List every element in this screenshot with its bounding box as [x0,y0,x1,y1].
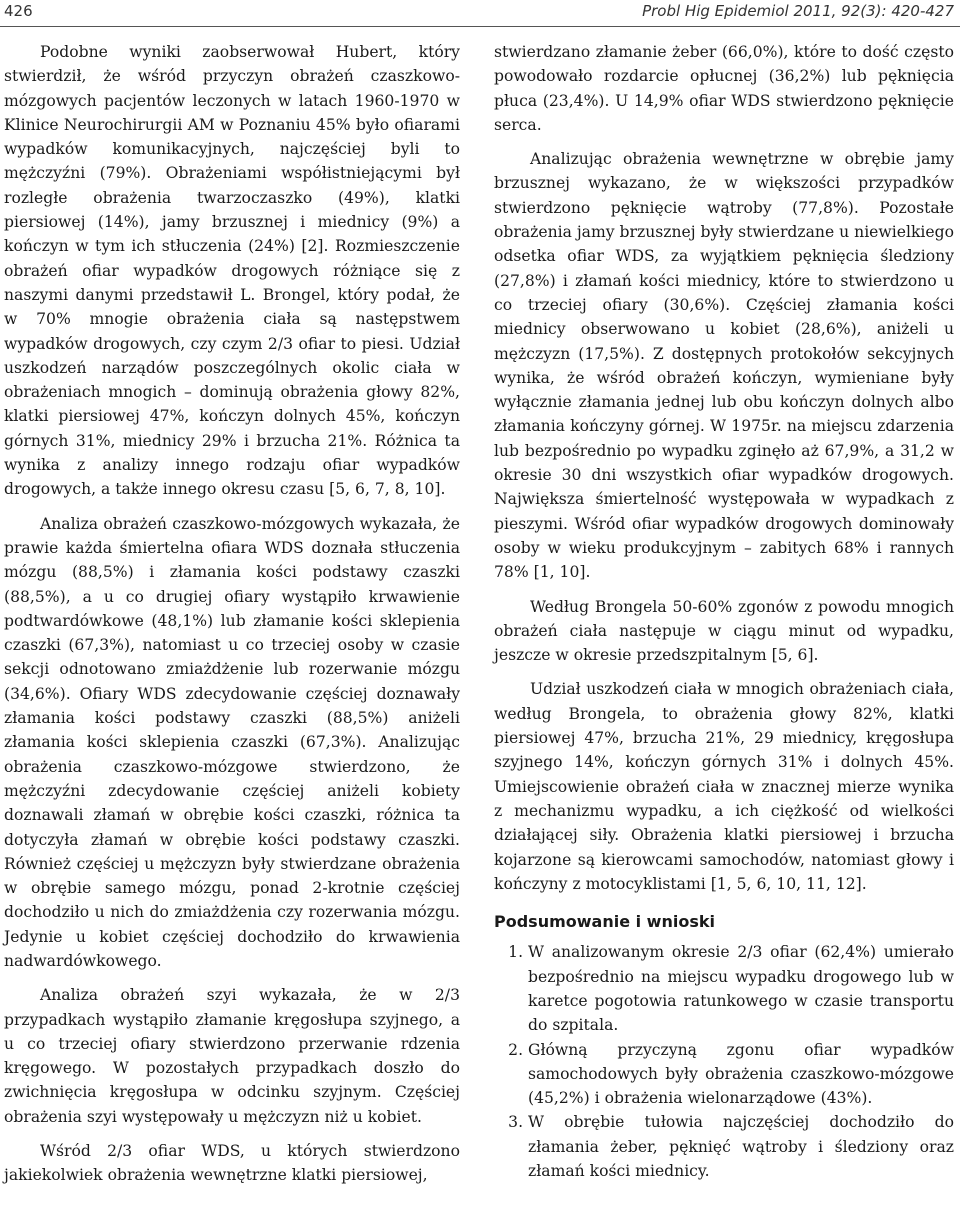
paragraph: Podobne wyniki zaobserwował Hubert, który stwierdził, że wśród przyczyn obrażeń czaszkowo-mózgowych pacjentów leczonych w latach 1960-1970 w Klinice Neurochirurgii AM w Poznaniu 45% było ofiarami wypadków komunikacyjnych, najczęściej byli to mężczyźni (79%). Obrażeniami współistniejącymi był rozległe obrażenia twarzoczaszko (49%), klatki piersiowej (14%), jamy brzusznej i miednicy (9%) a kończyn w tym ich stłuczenia (24%) [2]. Rozmieszczenie obrażeń ofiar wypadków drogowych różniące się z naszymi danymi przedstawił L. Brongel, który podał, że w 70% mnogie obrażenia ciała są następstwem wypadków drogowych, czy czym 2/3 ofiar to piesi. Udział uszkodzeń narządów poszczególnych okolic ciała w obrażeniach mnogich – dominują obrażenia głowy 82%, klatki piersiowej 47%, kończyn dolnych 45%, kończyn górnych 31%, miednicy 29% i brzucha 21%. Różnica ta wynika z analizy innego rodzaju ofiar wypadków drogowych, a także innego okresu czasu [5, 6, 7, 8, 10]. [4,43,460,499]
paragraph: Wśród 2/3 ofiar WDS, u których stwierdzono jakiekolwiek obrażenia wewnętrzne klatki piersiowej, [4,1142,460,1185]
list-item: 1. W analizowanym okresie 2/3 ofiar (62,4%) umierało bezpośrednio na miejscu wypadku drogowego lub w karetce pogotowia ratunkowego w czasie transportu do szpitala. [528,940,954,1037]
paragraph: Udział uszkodzeń ciała w mnogich obrażeniach ciała, według Brongela, to obrażenia głowy 82%, klatki piersiowej 47%, brzucha 21%, 29 miednicy, kręgosłupa szyjnego 14%, kończyn górnych 31% i dolnych 45%. Umiejscowienie obrażeń ciała w znacznej mierze wynika z mechanizmu wypadku, a ich ciężkość od wielkości działającej siły. Obrażenia klatki piersiowej i brzucha kojarzone są kierowcami samochodów, natomiast głowy i kończyny z motocyklistami [1, 5, 6, 10, 11, 12]. [494,680,954,893]
right-column [494,40,954,1183]
paragraph: stwierdzano złamanie żeber (66,0%), które to dość często powodowało rozdarcie opłucnej (36,2%) lub pęknięcia płuca (23,4%). U 14,9% ofiar WDS stwierdzono pęknięcie serca. [494,43,954,134]
paragraph: Analiza obrażeń szyi wykazała, że w 2/3 przypadkach wystąpiło złamanie kręgosłupa szyjnego, a u co trzeciej ofiary stwierdzono przerwanie rdzenia kręgowego. W pozostałych przypadkach doszło do zwichnięcia kręgosłupa w odcinku szyjnym. Częściej obrażenia szyi występowały u mężczyzn niż u kobiet. [4,986,460,1126]
header-rule [0,26,960,27]
paragraph: Według Brongela 50-60% zgonów z powodu mnogich obrażeń ciała następuje w ciągu minut od wypadku, jeszcze w okresie przedszpitalnym [5, 6]. [494,597,954,665]
page-header [0,0,960,24]
left-column [4,40,460,1198]
list-item: 2. Główną przyczyną zgonu ofiar wypadków samochodowych były obrażenia czaszkowo-mózgowe (45,2%) i obrażenia wielonarządowe (43%). [528,1038,954,1111]
list-item: 3. W obrębie tułowia najczęściej dochodziło do złamania żeber, pęknięć wątroby i śledziony oraz złamań kości miednicy. [528,1110,954,1183]
paragraph: Analiza obrażeń czaszkowo-mózgowych wykazała, że prawie każda śmiertelna ofiara WDS doznała stłuczenia mózgu (88,5%) i złamania kości podstawy czaszki (88,5%), a u co drugiej ofiary wystąpiło krwawienie podtwardówkowe (48,1%) lub złamanie kości sklepienia czaszki (67,3%), natomiast u co trzeciej osoby w czasie sekcji odnotowano zmiażdżenie lub rozerwanie mózgu (34,6%). Ofiary WDS zdecydowanie częściej doznawały złamania kości podstawy czaszki (88,5%) aniżeli złamania kości sklepienia czaszki (67,3%). Analizując obrażenia czaszkowo-mózgowe stwierdzono, że mężczyźni zdecydowanie częściej aniżeli kobiety doznawali złamań w obrębie kości czaszki, różnica ta dotyczyła złamań w obrębie kości podstawy czaszki. Również częściej u mężczyzn były stwierdzane obrażenia w obrębie samego mózgu, ponad 2-krotnie częściej dochodziło u nich do zmiażdżenia czy rozerwania mózgu. Jedynie u kobiet częściej dochodziło do krwawienia nadwardówkowego. [4,514,460,970]
section-title: Podsumowanie i wnioski [494,912,715,932]
conclusions-list [494,940,954,1183]
journal-citation: Probl Hig Epidemiol 2011, 92(3): 420-427 [642,2,954,20]
paragraph: Analizując obrażenia wewnętrzne w obrębie jamy brzusznej wykazano, że w większości przypadków stwierdzono pęknięcie wątroby (77,8%). Pozostałe obrażenia jamy brzusznej były stwierdzane u niewielkiego odsetka ofiar WDS, za wyjątkiem pęknięcia śledziony (27,8%) i złamań kości miednicy, które to stwierdzono u co trzeciej ofiary (30,6%). Częściej złamania kości miednicy obserwowano u kobiet (28,6%), aniżeli u mężczyzn (17,5%). Z dostępnych protokołów sekcyjnych wynika, że wśród obrażeń kończyn, wymieniane były wyłącznie złamania jednej lub obu kończyn dolnych albo złamania kończyny górnej. W 1975r. na miejscu zdarzenia lub bezpośrednio po wypadku zginęło aż 67,9%, a 31,2 w okresie 30 dni wszystkich ofiar wypadków drogowych. Największa śmiertelność występowała w wypadkach z pieszymi. Wśród ofiar wypadków drogowych dominowały osoby w wieku produkcyjnym – zabitych 68% i rannych 78% [1, 10]. [494,150,954,582]
page-number: 426 [4,2,33,20]
